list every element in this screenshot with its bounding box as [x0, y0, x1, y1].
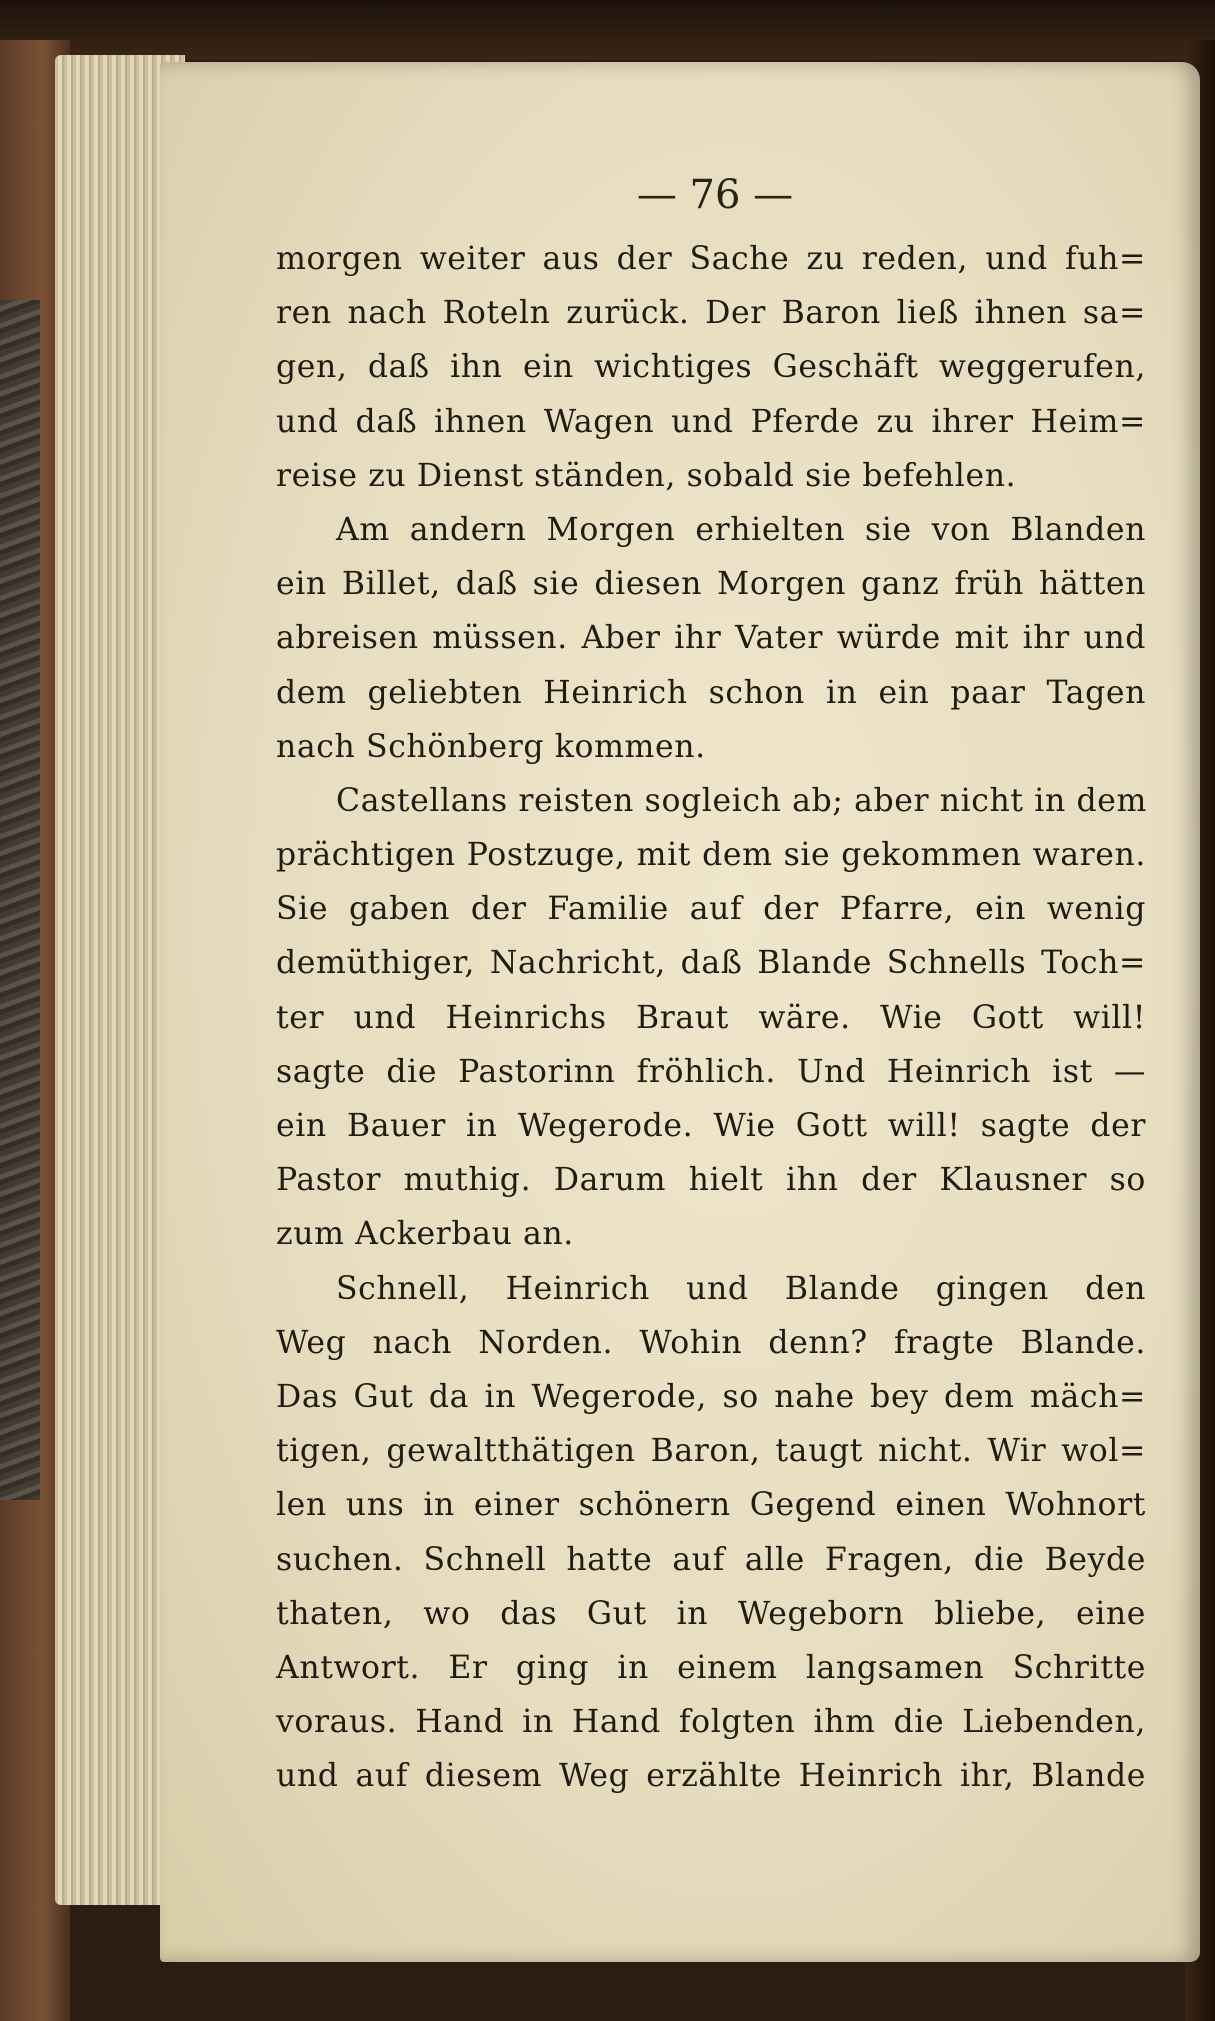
text-line: sagte die Pastorinn fröhlich. Und Heinrich ist — — [276, 1053, 1146, 1090]
text-line: Am andern Morgen erhielten sie von Blanden — [336, 511, 1146, 548]
text-line: ein Billet, daß sie diesen Morgen ganz früh hätten — [276, 566, 1146, 603]
page-number: — 76 — — [636, 172, 794, 218]
text-line: nach Schönberg kommen. — [276, 728, 706, 765]
text-line: prächtigen Postzuge, mit dem sie gekommen waren. — [276, 837, 1146, 874]
text-line: Castellans reisten sogleich ab; aber nicht in dem — [336, 782, 1147, 819]
text-line: Sie gaben der Familie auf der Pfarre, ein wenig — [276, 891, 1146, 928]
text-line: suchen. Schnell hatte auf alle Fragen, die Beyde — [276, 1541, 1146, 1578]
text-line: voraus. Hand in Hand folgten ihm die Liebenden, — [276, 1704, 1146, 1741]
marbled-endpaper — [0, 300, 40, 1500]
text-line: und daß ihnen Wagen und Pferde zu ihrer Heim= — [276, 403, 1146, 440]
page-text — [276, 232, 1146, 1803]
text-line: thaten, wo das Gut in Wegeborn bliebe, eine — [276, 1595, 1146, 1632]
text-line: len uns in einer schönern Gegend einen Wohnort — [276, 1487, 1146, 1524]
text-line: ter und Heinrichs Braut wäre. Wie Gott will! — [276, 999, 1146, 1036]
text-line: Antwort. Er ging in einem langsamen Schritte — [276, 1649, 1146, 1686]
text-line: Pastor muthig. Darum hielt ihn der Klausner so — [276, 1162, 1146, 1199]
text-line: tigen, gewaltthätigen Baron, taugt nicht. Wir wol= — [276, 1433, 1146, 1470]
text-line: morgen weiter aus der Sache zu reden, und fuh= — [276, 241, 1146, 277]
text-line: Das Gut da in Wegerode, so nahe bey dem mäch= — [276, 1378, 1146, 1415]
book-cover-top — [0, 0, 1215, 60]
text-line: Schnell, Heinrich und Blande gingen den — [336, 1270, 1146, 1307]
text-line: und auf diesem Weg erzählte Heinrich ihr, Blande — [276, 1758, 1146, 1795]
text-line: reise zu Dienst ständen, sobald sie befehlen. — [276, 457, 1017, 494]
text-line: gen, daß ihn ein wichtiges Geschäft weggerufen, — [276, 349, 1146, 386]
text-line: dem geliebten Heinrich schon in ein paar Tagen — [276, 674, 1146, 711]
text-line: Weg nach Norden. Wohin denn? fragte Blande. — [276, 1324, 1146, 1361]
text-line: abreisen müssen. Aber ihr Vater würde mit ihr und — [276, 620, 1146, 657]
text-line: demüthiger, Nachricht, daß Blande Schnells Toch= — [276, 945, 1146, 982]
text-line: ein Bauer in Wegerode. Wie Gott will! sagte der — [276, 1108, 1146, 1144]
text-line: ren nach Roteln zurück. Der Baron ließ ihnen sa= — [276, 295, 1146, 332]
text-line: zum Ackerbau an. — [276, 1216, 574, 1253]
